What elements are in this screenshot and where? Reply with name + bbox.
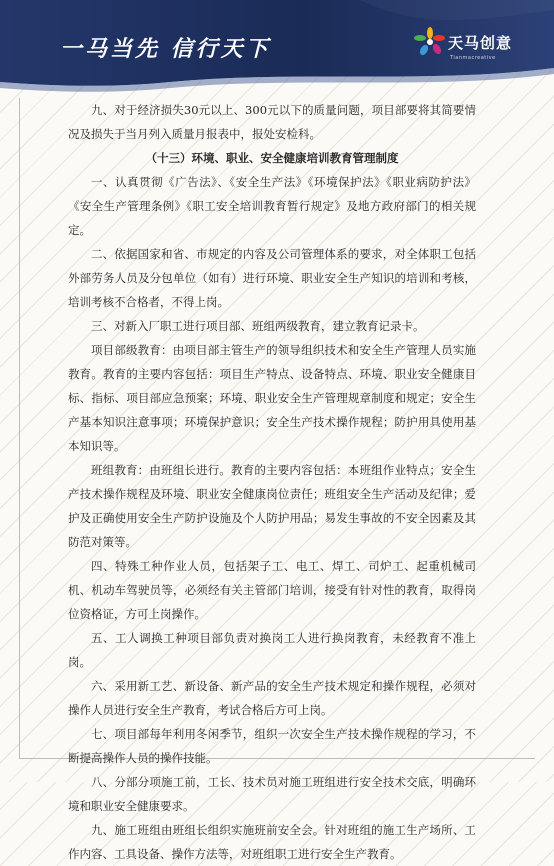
document-body bbox=[68, 98, 476, 866]
paragraph: 九、对于经济损失30元以上、300元以下的质量问题，项目部要将其简要情况及损失于当月列入质量月报表中，报处安检科。 bbox=[68, 103, 476, 141]
paragraph: 三、对新入厂职工进行项目部、班组两级教育，建立教育记录卡。 bbox=[91, 319, 425, 333]
paragraph: 四、特殊工种作业人员，包括架子工、电工、焊工、司炉工、起重机械司机、机动车驾驶员等，必须经有关主管部门培训，接受有针对性的教育，取得岗位资格证，方可上岗操作。 bbox=[68, 559, 476, 621]
paragraph: 九、施工班组由班组长组织实施班前安全会。针对班组的施工生产场所、工作内容、工具设备、操作方法等，对班组职工进行安全生产教育。 bbox=[68, 823, 476, 861]
section-title: （十三）环境、职业、安全健康培训教育管理制度 bbox=[145, 151, 399, 165]
paragraph: 二、依据国家和省、市规定的内容及公司管理体系的要求，对全体职工包括外部劳务人员及分包单位（如有）进行环境、职业安全生产知识的培训和考核，培训考核不合格者，不得上岗。 bbox=[68, 247, 476, 309]
logo-tagline: Tianmacreative bbox=[450, 55, 496, 61]
left-margin-rule bbox=[19, 98, 20, 758]
paragraph: 七、项目部每年利用冬闲季节，组织一次安全生产技术操作规程的学习，不断提高操作人员的操作技能。 bbox=[68, 727, 476, 765]
company-logo bbox=[412, 26, 532, 70]
paragraph: 五、工人调换工种项目部负责对换岗工人进行换岗教育，未经教育不准上岗。 bbox=[68, 631, 476, 669]
page-header bbox=[0, 0, 554, 92]
logo-flower-icon bbox=[412, 26, 448, 58]
paragraph: 一、认真贯彻《广告法》、《安全生产法》《环境保护法》《职业病防护法》《安全生产管理条例》《职工安全培训教育暂行规定》及地方政府部门的相关规定。 bbox=[68, 175, 476, 237]
logo-name: 天马创意 bbox=[448, 34, 513, 52]
paragraph: 班组教育：由班组长进行。教育的主要内容包括：本班组作业特点；安全生产技术操作规程及环境、职业安全健康岗位责任；班组安全生产活动及纪律；爱护及正确使用安全生产防护设施及个人防护用品；易发生事故的不安全因素及其防范对策等。 bbox=[68, 463, 476, 549]
paragraph: 八、分部分项施工前，工长、技术员对施工班组进行安全技术交底，明确环境和职业安全健康要求。 bbox=[68, 775, 476, 813]
paragraph: 项目部级教育：由项目部主管生产的领导组织技术和安全生产管理人员实施教育。教育的主要内容包括：项目生产特点、设备特点、环境、职业安全健康目标、指标、项目部应急预案；环境、职业安全生产管理规章制度和规定；安全生产基本知识注意事项；环境保护意识；安全生产技术操作规程；防护用具使用基本知识等。 bbox=[68, 343, 476, 453]
paragraph: 六、采用新工艺、新设备、新产品的安全生产技术规定和操作规程，必须对操作人员进行安全生产教育，考试合格后方可上岗。 bbox=[68, 679, 476, 717]
header-slogan: 一马当先 信行天下 bbox=[60, 36, 271, 62]
